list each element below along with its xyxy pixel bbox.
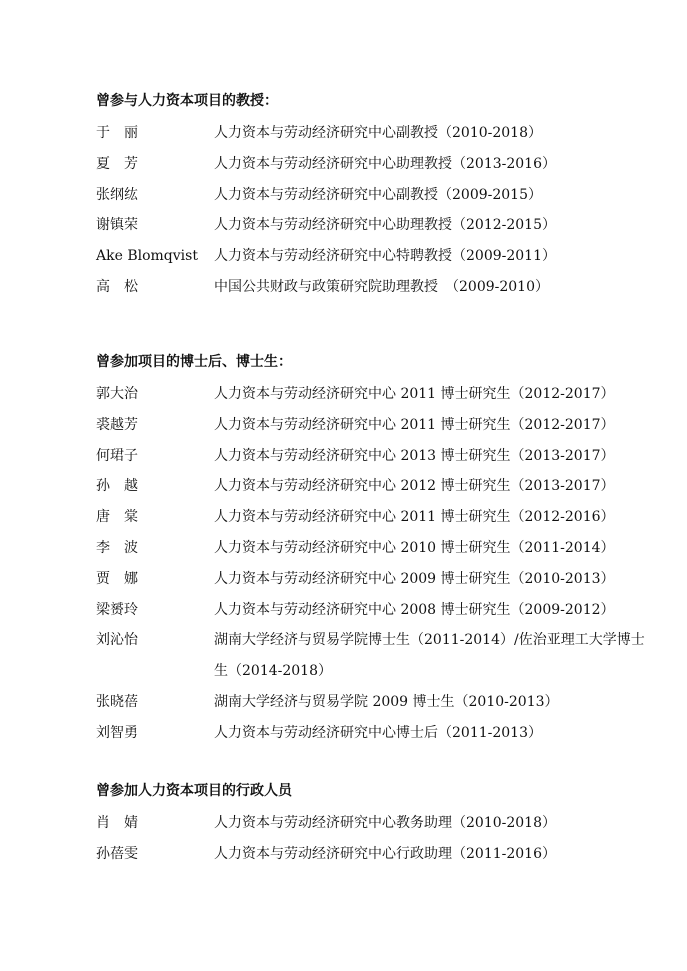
- person-name: 于 丽: [96, 125, 138, 141]
- person-name: 唐 棠: [96, 509, 138, 526]
- list-item: [96, 210, 656, 241]
- list-item: [96, 595, 656, 626]
- person-name: 贾 娜: [96, 570, 138, 587]
- list-item: [96, 441, 656, 472]
- person-name: 张纲纮: [96, 186, 138, 203]
- person-name: Ake Blomqvist: [96, 248, 198, 265]
- person-description: 人力资本与劳动经济研究中心 2012 博士研究生（2013-2017）: [214, 478, 615, 495]
- list-item: [96, 718, 656, 749]
- person-description: 人力资本与劳动经济研究中心 2013 博士研究生（2013-2017）: [214, 447, 615, 464]
- list-item: [96, 241, 656, 272]
- person-description: 人力资本与劳动经济研究中心博士后（2011-2013）: [214, 724, 542, 741]
- list-item: [96, 687, 656, 718]
- person-name: 何珺子: [96, 447, 138, 464]
- person-description: 人力资本与劳动经济研究中心副教授（2009-2015）: [214, 186, 542, 203]
- list-item: [96, 272, 656, 303]
- list-item: [96, 502, 656, 533]
- person-name: 梁赟玲: [96, 601, 138, 618]
- list-item: [96, 625, 656, 687]
- list-item: [96, 564, 656, 595]
- section-professors: [96, 90, 656, 303]
- person-description: 人力资本与劳动经济研究中心 2011 博士研究生（2012-2017）: [214, 416, 615, 433]
- section-admin-staff: [96, 780, 656, 870]
- list-item: [96, 180, 656, 211]
- list-item: [96, 118, 656, 149]
- person-description: 中国公共财政与政策研究院助理教授 （2009-2010）: [214, 278, 549, 295]
- person-name: 刘智勇: [96, 724, 138, 741]
- list-item: [96, 839, 656, 870]
- list-item: [96, 471, 656, 502]
- person-description: 人力资本与劳动经济研究中心特聘教授（2009-2011）: [214, 248, 556, 265]
- section-heading: 曾参加项目的博士后、博士生：: [96, 354, 292, 370]
- person-description: 人力资本与劳动经济研究中心教务助理（2010-2018）: [214, 815, 556, 831]
- person-name: 孙 越: [96, 478, 138, 495]
- person-description: 人力资本与劳动经济研究中心 2011 博士研究生（2012-2017）: [214, 386, 615, 402]
- person-description: 人力资本与劳动经济研究中心助理教授（2012-2015）: [214, 217, 556, 234]
- person-name: 高 松: [96, 278, 138, 295]
- person-name: 刘沁怡: [96, 632, 138, 649]
- person-description: 人力资本与劳动经济研究中心 2008 博士研究生（2009-2012）: [214, 601, 615, 618]
- list-item: [96, 410, 656, 441]
- list-item: [96, 808, 656, 839]
- section-doctoral: [96, 351, 656, 749]
- person-description: 人力资本与劳动经济研究中心 2011 博士研究生（2012-2016）: [214, 509, 615, 526]
- person-description: 人力资本与劳动经济研究中心行政助理（2011-2016）: [214, 845, 556, 862]
- person-name: 孙蓓雯: [96, 845, 138, 862]
- person-description: 人力资本与劳动经济研究中心 2009 博士研究生（2010-2013）: [214, 570, 615, 587]
- person-name: 裘越芳: [96, 416, 138, 433]
- person-name: 张晓蓓: [96, 693, 138, 710]
- list-item: [96, 533, 656, 564]
- person-name: 肖 婧: [96, 815, 138, 831]
- person-description: 湖南大学经济与贸易学院博士生（2011-2014）/佐治亚理工大学博士生（2014-2018）: [214, 632, 645, 680]
- list-item: [96, 149, 656, 180]
- list-item: [96, 379, 656, 410]
- person-name: 谢镇荣: [96, 217, 138, 234]
- person-name: 夏 芳: [96, 155, 138, 172]
- person-description: 人力资本与劳动经济研究中心副教授（2010-2018）: [214, 125, 542, 141]
- section-heading: 曾参加人力资本项目的行政人员: [96, 783, 292, 799]
- person-name: 郭大治: [96, 386, 138, 402]
- person-name: 李 波: [96, 539, 138, 556]
- section-heading: 曾参与人力资本项目的教授：: [96, 93, 278, 109]
- person-description: 人力资本与劳动经济研究中心助理教授（2013-2016）: [214, 155, 556, 172]
- person-description: 湖南大学经济与贸易学院 2009 博士生（2010-2013）: [214, 693, 559, 710]
- person-description: 人力资本与劳动经济研究中心 2010 博士研究生（2011-2014）: [214, 539, 615, 556]
